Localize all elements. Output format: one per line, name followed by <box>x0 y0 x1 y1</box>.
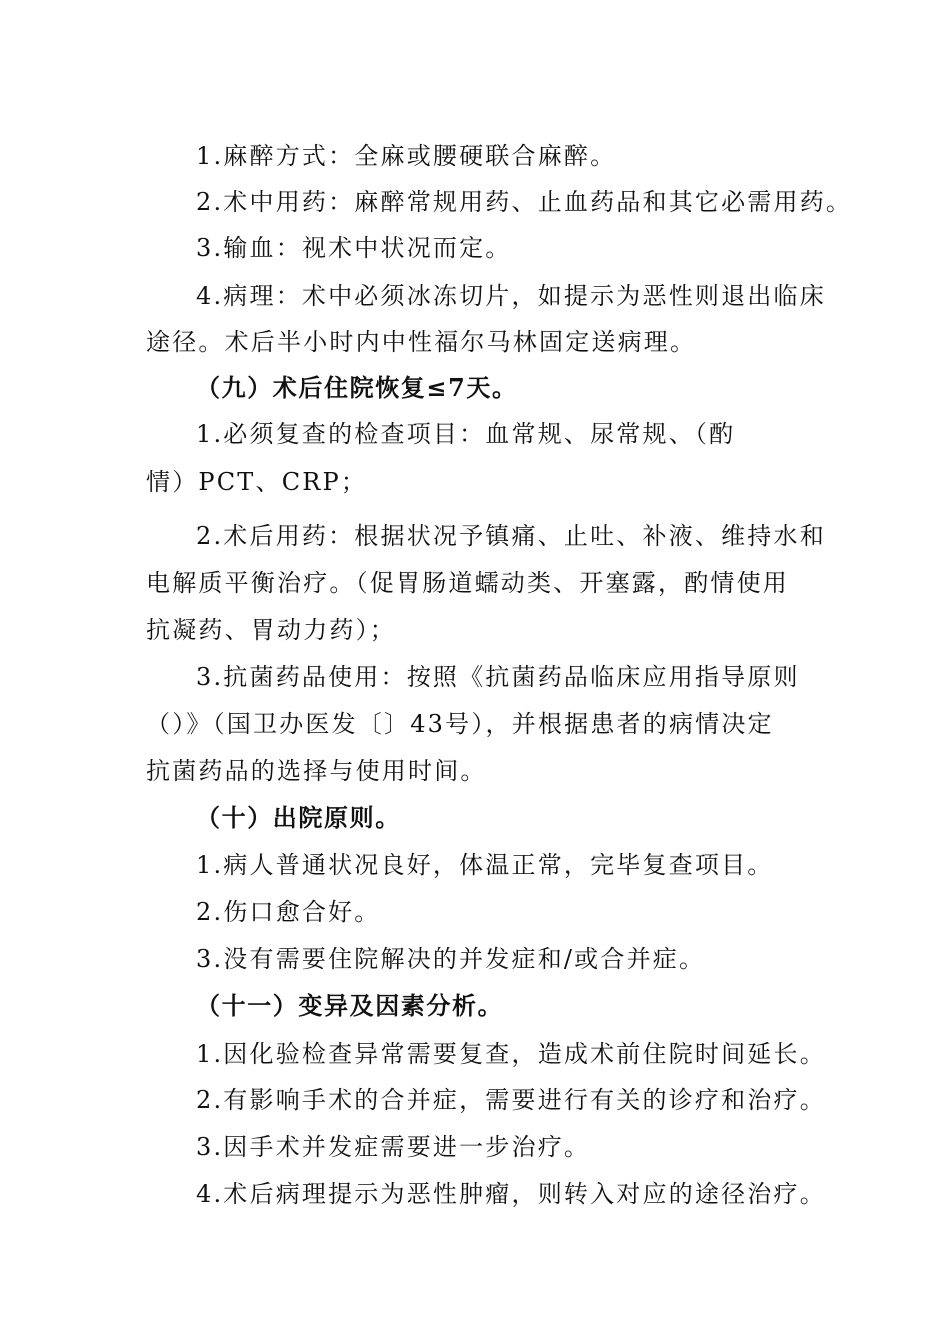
required-recheck-line: 1.必须复查的检查项目：血常规、尿常规、（酌 <box>196 420 736 448</box>
postop-medication-line: 2.术后用药：根据状况予镇痛、止吐、补液、维持水和 <box>196 522 826 550</box>
section-heading-variation-analysis: （十一）变异及因素分析。 <box>196 991 504 1020</box>
anesthesia-method-line: 1.麻醉方式：全麻或腰硬联合麻醉。 <box>196 142 617 170</box>
pathology-line: 4.病理：术中必须冰冻切片，如提示为恶性则退出临床 <box>196 282 826 310</box>
antibiotic-usage-line: 3.抗菌药品使用：按照《抗菌药品临床应用指导原则 <box>196 663 800 691</box>
discharge-criterion-3: 3.没有需要住院解决的并发症和/或合并症。 <box>196 945 706 973</box>
discharge-criterion-2: 2.伤口愈合好。 <box>196 898 381 926</box>
variation-factor-3: 3.因手术并发症需要进一步治疗。 <box>196 1133 591 1161</box>
variation-factor-2: 2.有影响手术的合并症，需要进行有关的诊疗和治疗。 <box>196 1086 826 1114</box>
antibiotic-usage-line-2: （）》（国卫办医发〔〕43号），并根据患者的病情决定 <box>146 710 774 738</box>
pathology-line-continued: 途径。术后半小时内中性福尔马林固定送病理。 <box>146 328 697 356</box>
postop-medication-line-2: 电解质平衡治疗。（促胃肠道蠕动类、开塞露，酌情使用 <box>146 569 789 597</box>
antibiotic-usage-line-3: 抗菌药品的选择与使用时间。 <box>146 757 487 785</box>
discharge-criterion-1: 1.病人普通状况良好，体温正常，完毕复查项目。 <box>196 851 774 879</box>
section-heading-postop-recovery: （九）术后住院恢复≤7天。 <box>196 373 518 402</box>
section-heading-discharge-principles: （十）出院原则。 <box>196 803 401 832</box>
variation-factor-1: 1.因化验检查异常需要复查，造成术前住院时间延长。 <box>196 1040 826 1068</box>
intraoperative-medication-line: 2.术中用药：麻醉常规用药、止血药品和其它必需用药。 <box>196 188 853 216</box>
blood-transfusion-line: 3.输血：视术中状况而定。 <box>196 234 512 262</box>
required-recheck-line-continued: 情）PCT、CRP； <box>146 468 368 496</box>
variation-factor-4: 4.术后病理提示为恶性肿瘤，则转入对应的途径治疗。 <box>196 1180 826 1208</box>
postop-medication-line-3: 抗凝药、胃动力药）； <box>146 616 396 644</box>
